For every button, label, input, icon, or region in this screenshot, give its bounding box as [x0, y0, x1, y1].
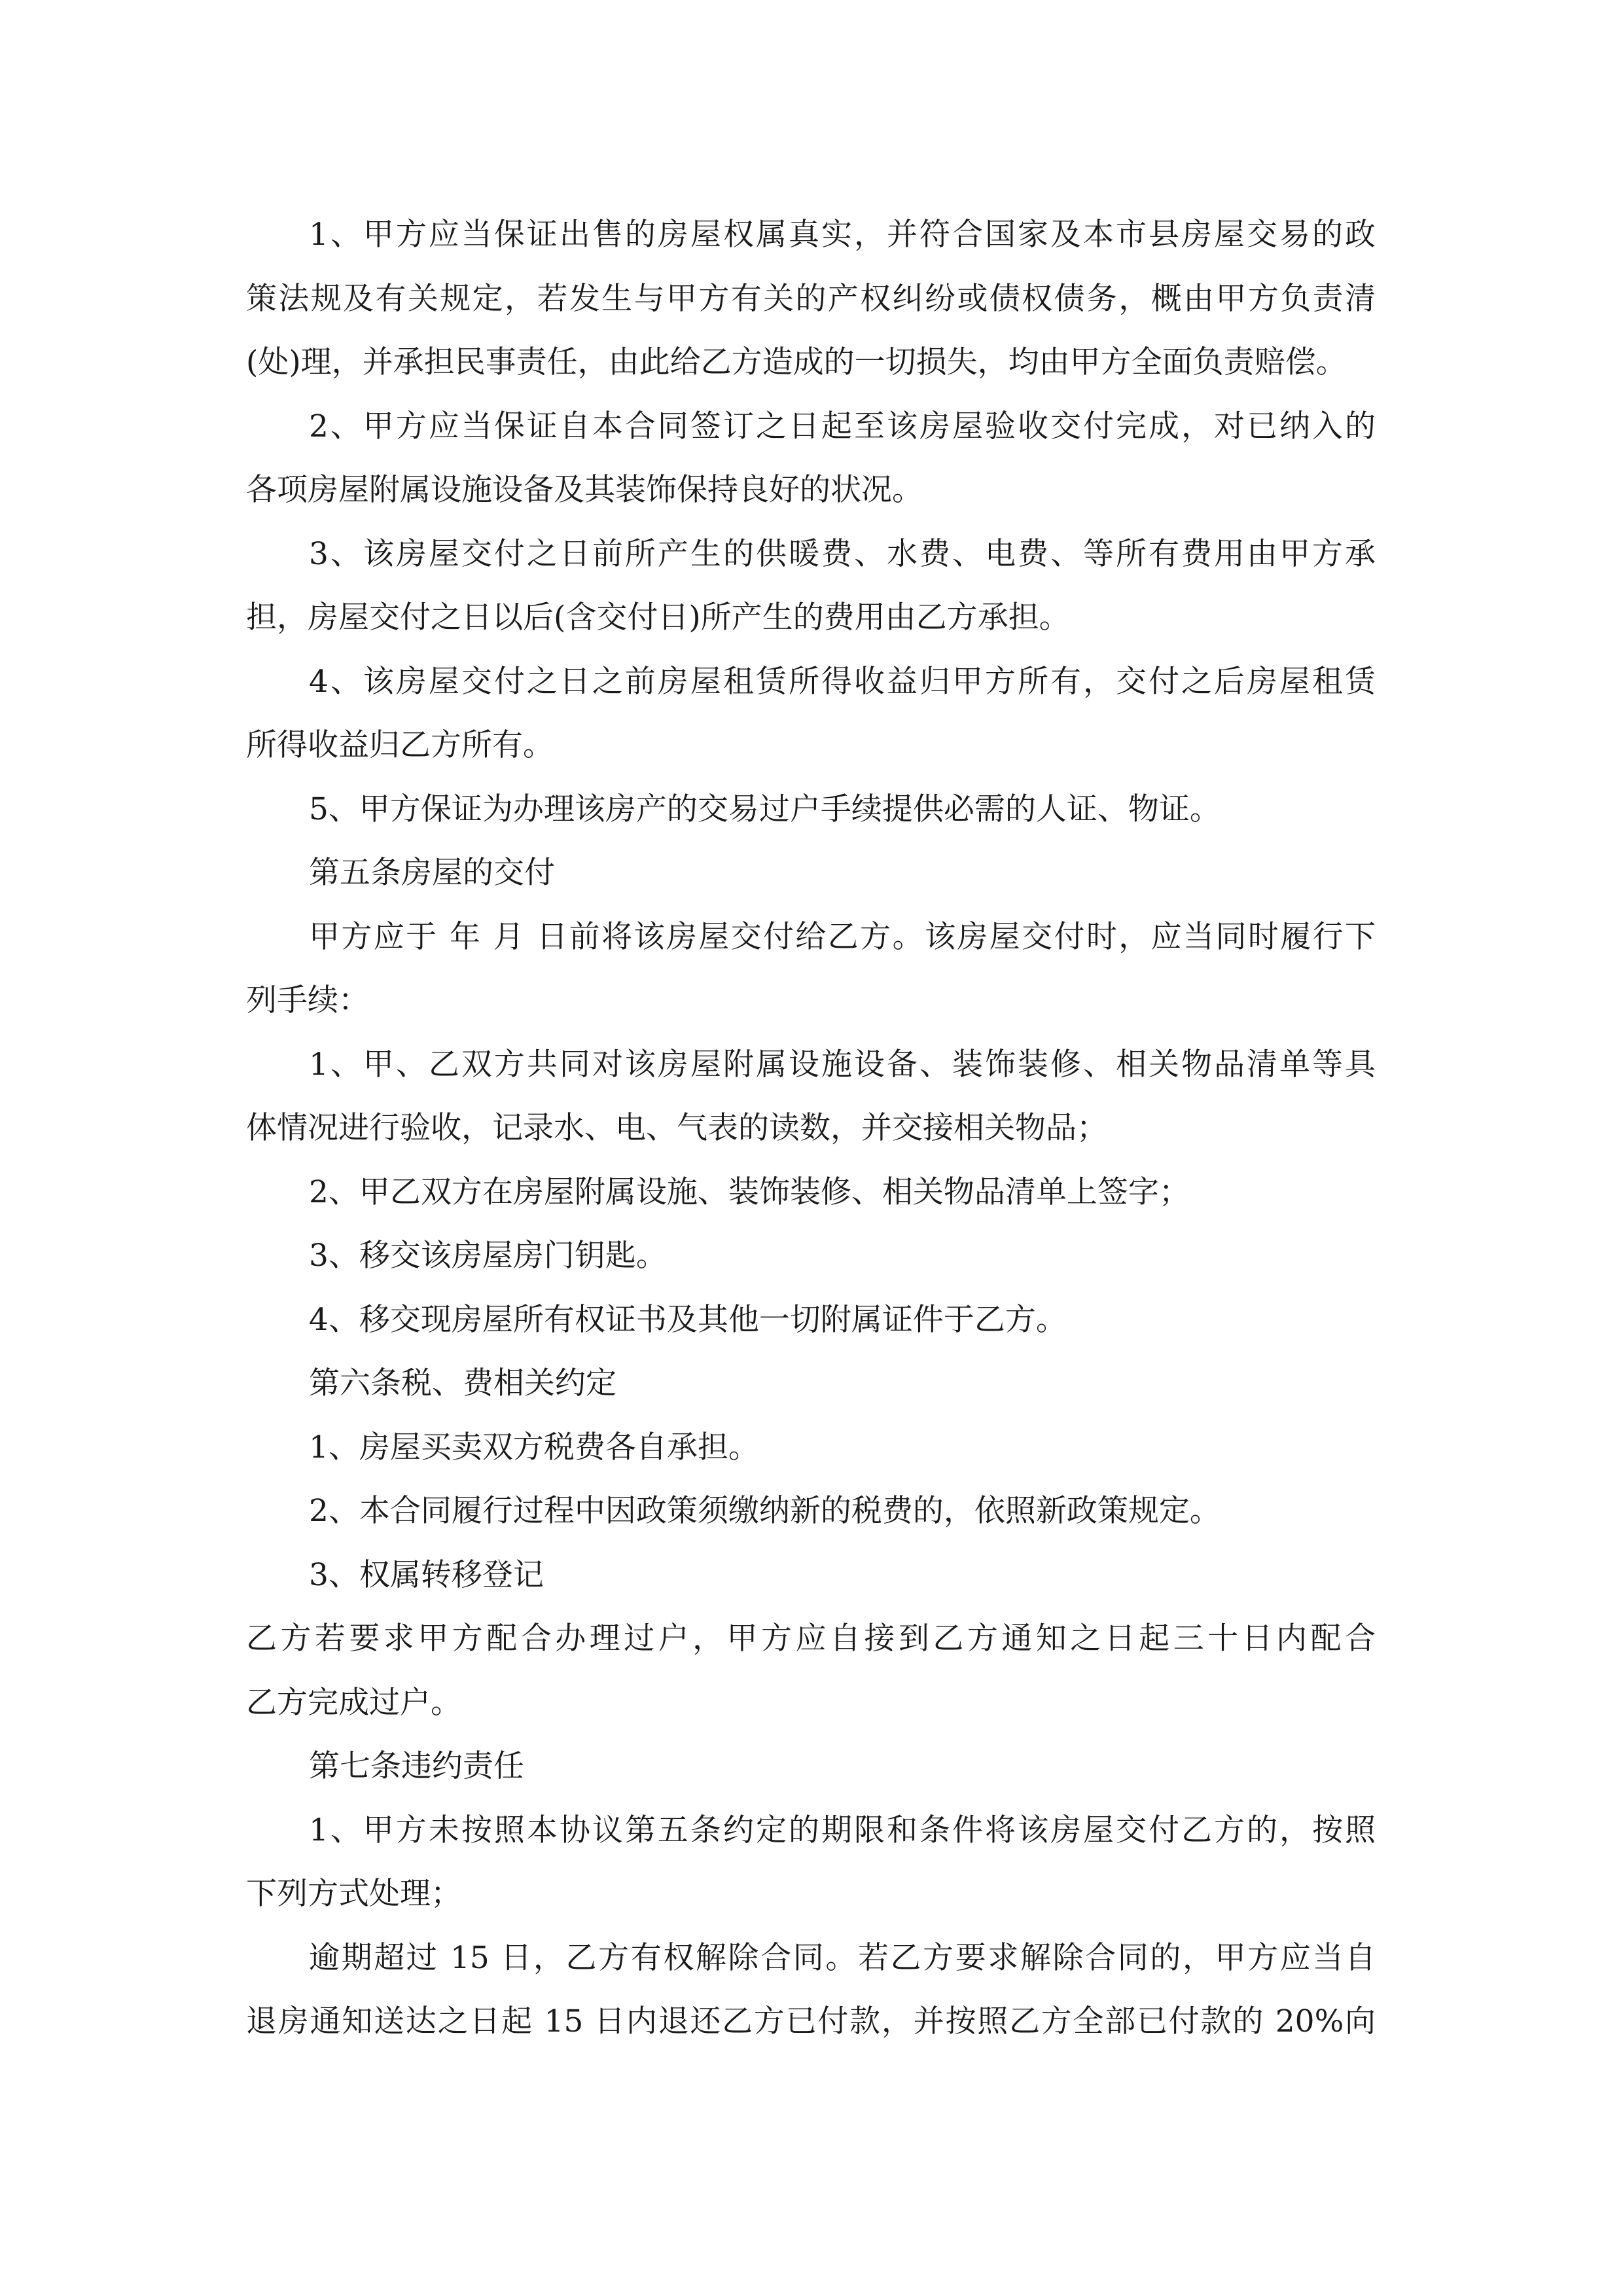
text-line: 体情况进行验收，记录水、电、气表的读数，并交接相关物品；: [246, 1110, 1107, 1146]
text-line: 甲方应于 年 月 日前将该房屋交付给乙方。该房屋交付时，应当同时履行下: [309, 918, 1376, 955]
text-line: 4、该房屋交付之日之前房屋租赁所得收益归甲方所有，交付之后房屋租赁: [309, 663, 1376, 700]
text-line: 3、权属转移登记: [309, 1556, 544, 1593]
text-line: 5、甲方保证为办理该房产的交易过户手续提供必需的人证、物证。: [309, 791, 1221, 827]
text-line: 列手续：: [246, 982, 369, 1018]
text-line: 2、甲乙双方在房屋附属设施、装饰装修、相关物品清单上签字；: [309, 1174, 1190, 1210]
text-line: 各项房屋附属设施设备及其装饰保持良好的状况。: [246, 472, 923, 508]
text-line: 所得收益归乙方所有。: [246, 727, 554, 763]
text-line: 2、本合同履行过程中因政策须缴纳新的税费的，依照新政策规定。: [309, 1493, 1221, 1529]
text-line: 乙方完成过户。: [246, 1684, 461, 1721]
text-line: 3、移交该房屋房门钥匙。: [309, 1238, 667, 1274]
text-line: 3、该房屋交付之日前所产生的供暖费、水费、电费、等所有费用由甲方承: [309, 535, 1376, 572]
text-line: 策法规及有关规定，若发生与甲方有关的产权纠纷或债权债务，概由甲方负责清: [246, 280, 1376, 317]
text-line: 退房通知送达之日起 15 日内退还乙方已付款，并按照乙方全部已付款的 20%向: [246, 2003, 1376, 2039]
text-line: 2、甲方应当保证自本合同签订之日起至该房屋验收交付完成，对已纳入的: [309, 408, 1376, 444]
document-body: [246, 203, 1376, 2054]
section-heading: 第六条税、费相关约定: [309, 1365, 616, 1401]
text-line: 1、房屋买卖双方税费各自承担。: [309, 1429, 759, 1465]
text-line: (处)理，并承担民事责任，由此给乙方造成的一切损失，均由甲方全面负责赔偿。: [246, 344, 1347, 380]
section-heading: 第五条房屋的交付: [309, 855, 555, 891]
text-line: 乙方若要求甲方配合办理过户，甲方应自接到乙方通知之日起三十日内配合: [246, 1621, 1376, 1657]
text-line: 1、甲方未按照本协议第五条约定的期限和条件将该房屋交付乙方的，按照: [309, 1812, 1376, 1848]
text-line: 担，房屋交付之日以后(含交付日)所产生的费用由乙方承担。: [246, 600, 1070, 636]
text-line: 下列方式处理；: [246, 1876, 461, 1912]
text-line: 逾期超过 15 日，乙方有权解除合同。若乙方要求解除合同的，甲方应当自: [309, 1939, 1376, 1976]
text-line: 1、甲方应当保证出售的房屋权属真实，并符合国家及本市县房屋交易的政: [309, 217, 1376, 253]
text-line: 4、移交现房屋所有权证书及其他一切附属证件于乙方。: [309, 1301, 1067, 1338]
text-line: 1、甲、乙双方共同对该房屋附属设施设备、装饰装修、相关物品清单等具: [309, 1046, 1376, 1083]
section-heading: 第七条违约责任: [309, 1748, 524, 1784]
